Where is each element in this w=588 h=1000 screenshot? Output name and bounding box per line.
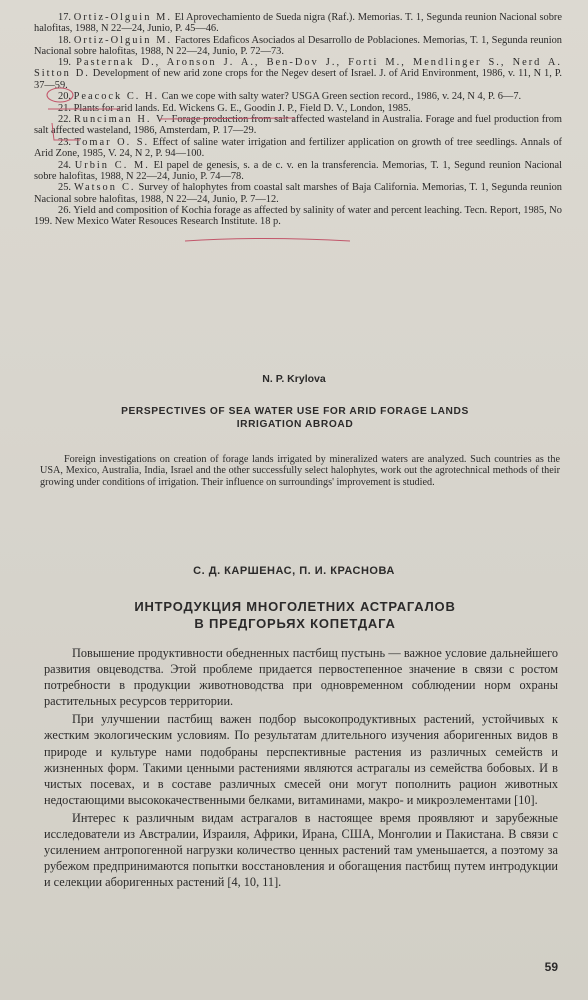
reference-item: 18. Ortiz-Olguin M. Factores Edaficos Asociados al Desarrollo de Poblaciones. Memorias, T. 1, Segunda reunion Nacional sobre halofitas, 1988, N 22—24, Junio, P. 72—73. — [34, 34, 562, 57]
reference-item: 20. Peacock C. H. Can we cope with salty water? USGA Green section record., 1986, v. 24, N 4, P. 6—7. — [58, 91, 522, 103]
russian-title — [60, 598, 530, 632]
russian-title-line: В ПРЕДГОРЬЯХ КОПЕТДАГА — [194, 616, 396, 631]
article-body — [44, 645, 558, 892]
russian-title-line: ИНТРОДУКЦИЯ МНОГОЛЕТНИХ АСТРАГАЛОВ — [134, 599, 456, 614]
reference-item: 21. Plants for arid lands. Ed. Wickens G. E., Goodin J. P., Field D. V., London, 1985. — [58, 102, 411, 114]
reference-item: 25. Watson C. Survey of halophytes from coastal salt marshes of Baja California. Memorias, T. 1, Segunda reunion Nacional sobre halofitas, 1988, N 22—24, Junio, P. 7—12. — [34, 182, 562, 205]
reference-list — [34, 12, 562, 228]
reference-item: 24. Urbin C. M. El papel de genesis, s. a de c. v. en la transferencia. Memorias, T. 1, Segund reunion Nacional sobre halofitas, 1988, N 22—24, Junio, P. 74—78. — [34, 159, 562, 182]
reference-item: 19. Pasternak D., Aronson J. A., Ben-Dov J., Forti M., Mendlinger S., Nerd A. Sitton D. Development of new arid zone crops for the Negev desert of Israel. J. of Arid Environment, 1986, v. 11, N 1, P. 37—59. — [34, 57, 563, 91]
english-title — [60, 405, 530, 431]
english-author: N. P. Krylova — [262, 373, 326, 385]
reference-item: 26. Yield and composition of Kochia forage as affected by salinity of water and percent leaching. Tecn. Report, 1985, No 199. New Mexico Water Resouces Research Institute. 18 p. — [34, 205, 562, 228]
english-abstract: Foreign investigations on creation of forage lands irrigated by mineralized waters are analyzed. Such countries as the USA, Mexico, Australia, India, Israel and the other successfully select halophytes, work out the agrotechnical methods of their growing under conditions of irrigation. Their influence on surroundings' improvement is studied. — [40, 454, 560, 488]
body-paragraph: При улучшении пастбищ важен подбор высокопродуктивных растений, устойчивых к жестким экологическим условиям. По результатам длительного изучения аборигенных видов в природе и культуре нами подобраны перспективные растения из различных семейств и жизненных форм. Такими ценными растениями являются астрагалы из семейства бобовых. И в чистых посевах, и в составе различных смесей они могут пополнить рацион животных недостающими высококачественными белками, витаминами, макро- и микроэлементами [10]. — [44, 712, 558, 807]
page-number: 59 — [544, 960, 558, 974]
english-title-line: PERSPECTIVES OF SEA WATER USE FOR ARID FORAGE LANDS — [121, 406, 469, 417]
body-paragraph: Повышение продуктивности обедненных пастбищ пустынь — важное условие дальнейшего развития овцеводства. Этой проблеме придается первостепенное значение в связи с ростом потребности в продукции животноводства при одновременном соблюдении норм охраны растительных ресурсов территории. — [44, 646, 558, 709]
english-title-line: IRRIGATION ABROAD — [236, 419, 354, 430]
reference-item: 17. Ortiz-Olguin M. El Aprovechamiento de Sueda nigra (Raf.). Memorias. T. 1, Segunda reunion Nacional sobre halofitas, 1988, N 22—24, Junio, P. 45—46. — [34, 12, 563, 35]
pen-underline-mark — [185, 239, 350, 242]
reference-item: 22. Runciman H. V. Forage production from salt affected wasteland in Australia. Forage and fuel production from salt affected wasteland, 1986, Amsterdam, P. 17—29. — [34, 114, 562, 137]
body-paragraph: Интерес к различным видам астрагалов в настоящее время проявляют и зарубежные исследователи из Австралии, Израиля, Африки, Ирана, США, Монголии и Пакистана. В связи с усилением антропогенной нагрузки количество ценных растений там уменьшается, а поэтому за рубежом предпринимаются попытки восстановления и обогащения пастбищ путем интродукции и селекции аборигенных растений [4, 10, 11]. — [44, 810, 558, 890]
reference-item: 23. Tomar O. S. Effect of saline water irrigation and fertilizer application on growth of tree seedlings. Annals of Arid Zone, 1985, V. 24, N 2, P. 94—100. — [34, 137, 562, 160]
russian-authors: С. Д. КАРШЕНАС, П. И. КРАСНОВА — [193, 565, 395, 577]
